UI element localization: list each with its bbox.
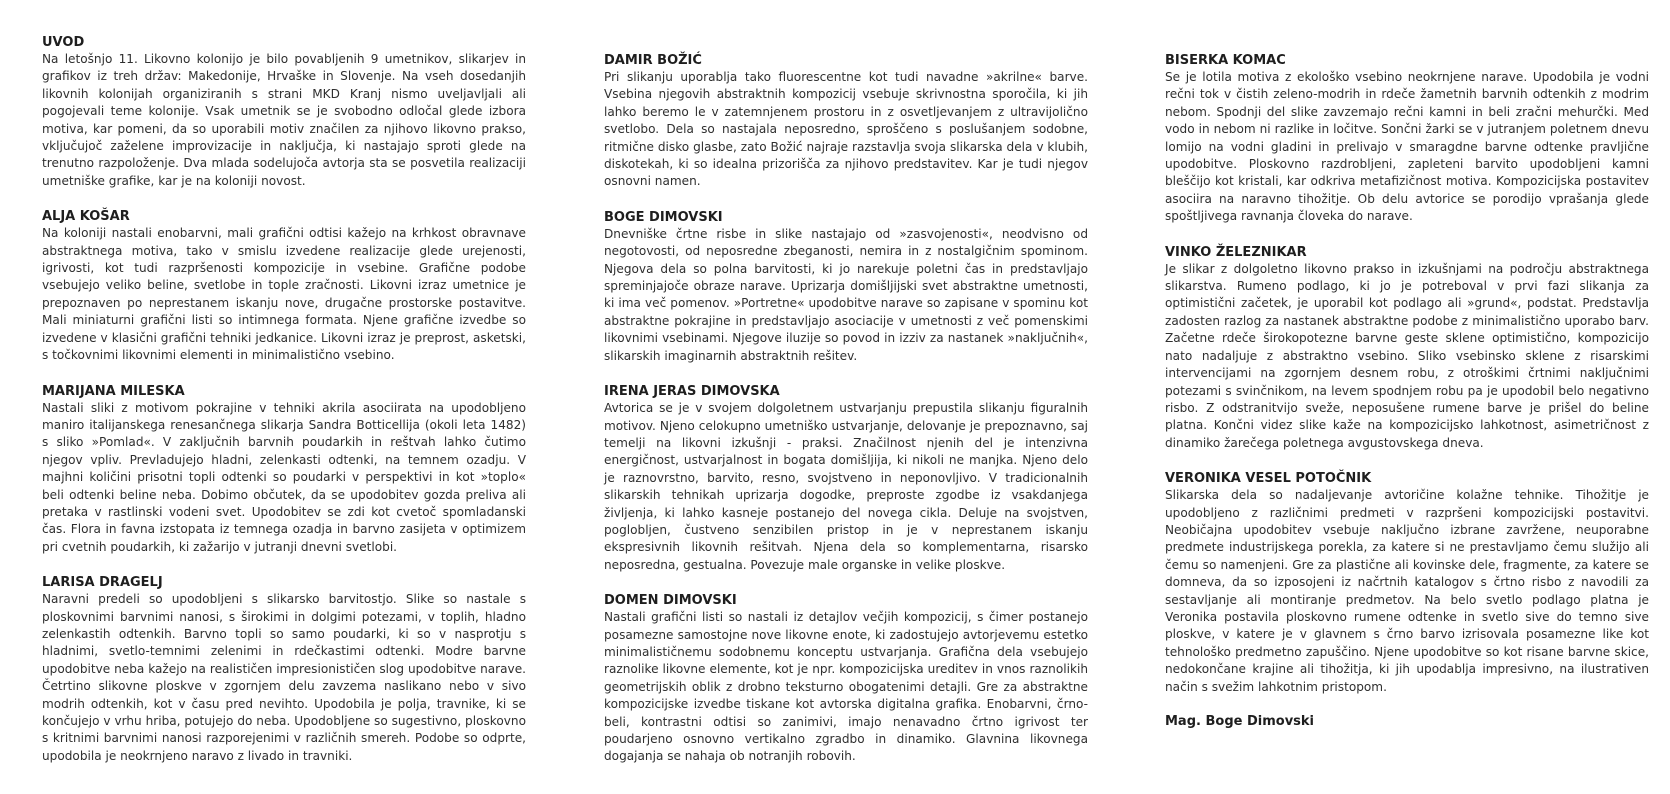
section-title: ALJA KOŠAR	[42, 209, 130, 225]
section-body: Je slikar z dolgoletno likovno prakso in izkušnjami na področju abstraktnega slikarstva. Rumeno podlago, ki jo je potreboval v prvi fazi slikanja za optimistični začetek, je uporabil kot podlago ali »grund«, podstat. Predstavlja zadosten razlog za nastanek abstraktne podobe z minimalistično uporabo barv. Začetne rdeče širokopotezne barvne geste sklene optimistično, kompozicijo nato nadaljuje z abstraktno vsebino. Sliko vsebinsko sklene z risarskimi intervencijami na zgornjem desnem robu, z otroškimi črtnimi naključnimi potezami s svinčnikom, na levem spodnjem robu pa je upodobil belo negativno risbo. Z odstranitvijo sveže, neposušene rumene barve je prišel do beline platna. Končni videz slike kaže na kompozicijsko lahkotnost, asimetričnost z dinamiko žarečega poletnega avgustovskega dneva.	[1165, 261, 1649, 450]
section-body: Na koloniji nastali enobarvni, mali grafični odtisi kažejo na krhkost obravnave abstraktnega motiva, tako v smislu izvedene realizacije glede urejenosti, igrivosti, kot tudi razpršenosti kompozicije in vsebine. Grafične podobe vsebujejo veliko beline, svetlobe in tople zračnosti. Likovni izraz umetnice je prepoznaven po neprestanem iskanju nove, drugačne prostorske postavitve. Mali miniaturni grafični listi so intimnega formata. Njene grafične izvedbe so izvedene v klasični grafični tehniki jedkanice. Likovni izraz je preprost, asketski, s točkovnimi likovnimi elementi in minimalistično vsebino.	[42, 226, 526, 363]
section-marijana-mileska	[42, 383, 526, 557]
section-body: Slikarska dela so nadaljevanje avtoričine kolažne tehnike. Tihožitje je upodobljeno z različnimi predmeti v razpršeni kompozicijski postavitvi. Neobičajna upodobitev vsebuje naključno izbrane zavržene, neuporabne predmete industrijskega porekla, za katere si ne prestavljamo čemu služijo ali čemu so namenjeni. Gre za plastične ali kovinske dele, fragmente, za katere se domneva, da so izposojeni iz načrtnih katalogov s črtno risbo z navodili za sestavljanje ali montiranje predmetov. Na belo svetlo podlago platna je Veronika postavila ploskovno rumene odtenke in svetlo sive do temno sive ploskve, v katere je v glavnem s črno barvo izrisovala posamezne like kot tehnološko predmetno zapuščino. Njene upodobitve so kot risane barvne skice, nedokončane krajine ali tihožitja, ki jih upodablja impresivno, na ilustrativen način s svežim lahkotnim pristopom.	[1165, 488, 1649, 694]
section-title: IRENA JERAS DIMOVSKA	[604, 384, 780, 400]
column-left	[42, 34, 526, 783]
section-domen-dimovski	[604, 592, 1088, 766]
section-uvod	[42, 34, 526, 190]
section-body: Na letošnjo 11. Likovno kolonijo je bilo povabljenih 9 umetnikov, slikarjev in grafikov iz treh držav: Makedonije, Hrvaške in Slovenje. Na vseh dosedanjih likovnih kolonijah organiziranih s strani MKD Kranj nismo uveljavljali ali pogojevali teme kolonije. Vsak umetnik se je svobodno odločal glede izbora motiva, kar pomeni, da so uporabili motiv značilen za njihovo likovno prakso, vključujoč zaželene improvizacije in naključja, ki nastajajo sproti glede na trenutno razpoloženje. Dva mlada sodelujoča avtorja sta se posvetila realizaciji umetniške grafike, kar je na koloniji novost.	[42, 52, 526, 188]
section-vinko-zeleznikar	[1165, 244, 1649, 452]
section-body: Dnevniške črtne risbe in slike nastajajo od »zasvojenosti«, neodvisno od negotovosti, od neposredne zbeganosti, nemira in z nostalgičnim spominom. Njegova dela so polna barvitosti, ki jo narekuje poletni čas in predstavljajo spreminjajoče obraze narave. Uprizarja domišljijski svet abstraktne umetnosti, ki ima več pomenov. »Portretne« upodobitve narave so zapisane v spominu kot abstraktne pokrajine in predstavljajo asociacije v umetnosti z več pomenskimi likovnimi vsebinami. Njegove iluzije so povod in izziv za nastanek »naključnih«, slikarskih imaginarnih abstraktnih rešitev.	[604, 226, 1088, 363]
section-veronika-vesel-potocnik	[1165, 470, 1649, 696]
section-body: Naravni predeli so upodobljeni s slikarsko barvitostjo. Slike so nastale s ploskovnimi barvnimi nanosi, s širokimi in dolgimi potezami, v toplih, hladno zelenkastih odtenkih. Barvno topli so samo poudarki, ki so v nasprotju s hladnimi, svetlo-temnimi zelenimi in rdečkastimi odtenki. Modre barvne upodobitve neba kažejo na realističen impresionističen slog upodobitve narave. Četrtino slikovne ploskve v zgornjem delu zavzema naslikano nebo v sivo modrih odtenkih, kot v času pred nevihto. Upodobila je polja, travnike, ki se končujejo v vrhu hriba, potujejo do neba. Upodobljene so sugestivno, ploskovno s kritnimi barvnimi nanosi razporejenimi v različnih smereh. Podobe so odprte, upodobila je neokrnjeno naravo z livado in travniki.	[42, 592, 526, 763]
section-boge-dimovski	[604, 209, 1088, 365]
section-alja-kosar	[42, 208, 526, 364]
section-body: Avtorica se je v svojem dolgoletnem ustvarjanju prepustila slikanju figuralnih motivov. Njeno celokupno umetniško ustvarjanje, delovanje je prepoznavno, saj temelji na likovni izkušnji - praksi. Značilnost njenih del je intenzivna energičnost, ustvarjalnost in bogata domišljija, ki nikoli ne manjka. Njeno delo je raznovrstno, barvito, resno, svojstveno in neponovljivo. V tradicionalnih slikarskih tehnikah uprizarja dogodke, preproste zgodbe iz vsakdanjega življenja, ki lahko kasneje postanejo del novega cikla. Deluje na svojstven, poglobljen, čustveno senzibilen pristop in je v neprestanem iskanju ekspresivnih likovnih rešitvah. Njena dela so komplementarna, risarsko neposredna, gestualna. Povezuje male organske in velike ploskve.	[604, 401, 1088, 572]
section-body: Nastali grafični listi so nastali iz detajlov večjih kompozicij, s čimer postanejo posamezne samostojne nove likovne enote, ki zadostujejo avtorjevemu estetko minimalističnemu sodobnemu konceptu ustvarjanja. Grafična dela vsebujejo raznolike likovne elemente, kot je npr. kompozicijska ureditev in vnos raznolikih geometrijskih oblik z drobno teksturno obogatenimi detajli. Gre za abstraktne kompozicijske izvedbe tiskane kot avtorska digitalna grafika. Enobarvni, črno-beli, kontrastni odtisi so zanimivi, imajo nenavadno črtno igrivost ter poudarjeno osnovno vertikalno zgradbo in dinamiko. Glavnina likovnega dogajanja se nahaja ob notranjih robovih.	[604, 610, 1088, 764]
section-body: Pri slikanju uporablja tako fluorescentne kot tudi navadne »akrilne« barve. Vsebina njegovih abstraktnih kompozicij vsebuje skrivnostna sporočila, ki jih lahko beremo le v zatemnjenem prostoru in z osvetljevanjem z ultravijolično svetlobo. Dela so nastajala neposredno, sproščeno s poslušanjem sodobne, ritmične disko glasbe, zato Božić najraje razstavlja svoja slikarska dela v klubih, diskotekah, ki so idealna prizorišča za njihovo predstavitev. Kar je tudi njegov osnovni namen.	[604, 70, 1088, 189]
section-body: Nastali sliki z motivom pokrajine v tehniki akrila asociirata na upodobljeno maniro italijanskega renesančnega slikarja Sandra Botticellija (okoli leta 1482) s sliko »Pomlad«. V zaključnih barvnih poudarkih in reštvah lahko čutimo njegov vpliv. Prevladujejo hladni, zelenkasti odtenki, na temnem ozadju. V majhni količini prisotni topli odtenki so poudarki v perspektivi in kot »toplo« beli odtenki beline neba. Dobimo občutek, da se upodobitev gozda preliva ali pretaka v rastlinski vodeni svet. Upodobitev se zdi kot cvetoč spomladanski čas. Flora in favna izstopata iz temnega ozadja in barvno zasijeta v optimizem pri cvetnih poudarkih, ki zažarijo v jutranji dnevni svetlobi.	[42, 400, 526, 554]
section-title: BOGE DIMOVSKI	[604, 209, 723, 225]
section-irena-jeras-dimovska	[604, 383, 1088, 574]
section-title: VINKO ŽELEZNIKAR	[1165, 244, 1307, 260]
section-biserka-komac	[1165, 52, 1649, 226]
section-title: DAMIR BOŽIĆ	[604, 53, 702, 68]
column-middle	[604, 52, 1088, 784]
section-title: DOMEN DIMOVSKI	[604, 593, 737, 609]
section-title: UVOD	[42, 35, 85, 50]
section-title: VERONIKA VESEL POTOČNIK	[1165, 471, 1372, 487]
section-title: LARISA DRAGELJ	[42, 575, 163, 591]
section-damir-bozic	[604, 52, 1088, 191]
section-title: MARIJANA MILESKA	[42, 383, 185, 399]
column-right	[1165, 52, 1649, 729]
author-signature: Mag. Boge Dimovski	[1165, 714, 1315, 729]
section-body: Se je lotila motiva z ekološko vsebino neokrnjene narave. Upodobila je vodni rečni tok v čistih zeleno-modrih in rdeče žametnih barvnih odtenkih z modrim nebom. Spodnji del slike zavzemajo rečni kamni in beli zračni mehurčki. Med vodo in nebom ni razlike in ločitve. Sončni žarki se v jutranjem poletnem dnevu lomijo na vodni gladini in prelivajo v smaragdne barvne odtenke pravljične upodobitve. Ploskovno razdrobljeni, zapleteni barvito upodobljeni kamni bleščijo kot kristali, kar odkriva metafizičnost motiva. Kompozicijska postavitev asociira na naravno tihožitje. Ob delu avtorice se porodijo vprašanja glede spoštljivega ravnanja človeka do narave.	[1165, 70, 1649, 224]
section-title: BISERKA KOMAC	[1165, 53, 1286, 68]
section-larisa-dragelj	[42, 574, 526, 765]
